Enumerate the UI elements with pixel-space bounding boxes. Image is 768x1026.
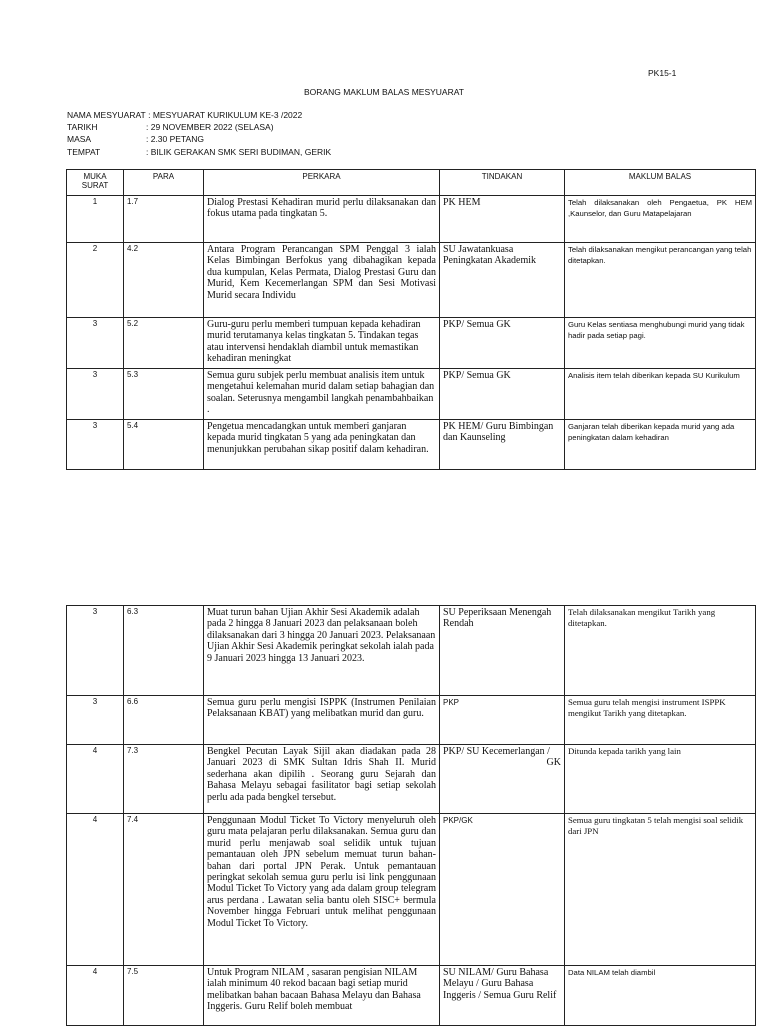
meeting-time-label: MASA <box>67 134 92 145</box>
cell-tindakan: PK HEM <box>440 196 565 243</box>
cell-perkara: Untuk Program NILAM , sasaran pengisian NILAM ialah minimum 40 rekod bacaan bagi setiap murid melibatkan bahan bacaan Bahasa Melayu dan Bahasa Inggeris. Guru Relif boleh membuat <box>204 966 440 1026</box>
table-row <box>67 696 756 745</box>
cell-perkara: Semua guru subjek perlu membuat analisis item untuk mengetahui kelemahan murid dalam setiap bahagian dan soalan. Seterusnya mengambil langkah penambahbaikan . <box>204 369 440 420</box>
cell-perkara: Penggunaan Modul Ticket To Victory menyeluruh oleh guru mata pelajaran perlu dilaksanakan. Semua guru dan murid perlu menjawab soal selidik untuk tujuan pemantauan oleh JPN sebelum memuat turun bahan-bahan dari portal JPN Perak. Untuk pemantauan peringkat sekolah semua guru perlu isi link penggunaan Modul Ticket To Victory yang ada dalam group telegram arus perdana . Lawatan selia bantu oleh SISC+ bermula November hingga Februari untuk melihat penggunaan Modul Ticket To Victory. <box>204 814 440 966</box>
cell-perkara: Guru-guru perlu memberi tumpuan kepada kehadiran murid terutamanya kelas tingkatan 5. Tindakan tegas atau intervensi hendaklah diambil untuk memastikan kehadiran meningkat <box>204 318 440 369</box>
table-row <box>67 318 756 369</box>
cell-maklum-balas: Ganjaran telah diberikan kepada murid yang ada peningkatan dalam kehadiran <box>565 420 756 470</box>
cell-maklum-balas: Telah dilaksanakan mengikut Tarikh yang ditetapkan. <box>565 606 756 696</box>
cell-muka: 4 <box>67 966 124 1026</box>
cell-muka: 2 <box>67 243 124 318</box>
cell-perkara: Bengkel Pecutan Layak Sijil akan diadakan pada 28 Januari 2023 di SMK Sultan Idris Shah II. Murid sederhana akan dipilih . Seorang guru Sejarah dan Bahasa Melayu sebagai fasilitator bagi setiap sekolah perlu ada pada bengkel tersebut. <box>204 745 440 814</box>
cell-tindakan: PKP/GK <box>440 814 565 966</box>
cell-maklum-balas: Data NILAM telah diambil <box>565 966 756 1026</box>
cell-tindakan: SU NILAM/ Guru Bahasa Melayu / Guru Bahasa Inggeris / Semua Guru Relif <box>440 966 565 1026</box>
meeting-place-value: : BILIK GERAKAN SMK SERI BUDIMAN, GERIK <box>146 146 332 157</box>
cell-tindakan: PK HEM/ Guru Bimbingan dan Kaunseling <box>440 420 565 470</box>
cell-tindakan: PKP <box>440 696 565 745</box>
cell-tindakan-line1: PKP/ SU Kecemerlangan / <box>443 746 550 757</box>
meeting-place-label: TEMPAT <box>67 146 101 157</box>
col-header-maklum-balas: MAKLUM BALAS <box>565 170 756 196</box>
cell-para: 7.4 <box>124 814 204 966</box>
cell-tindakan: PKP/ Semua GK <box>440 318 565 369</box>
cell-para: 6.6 <box>124 696 204 745</box>
col-header-para: PARA <box>124 170 204 196</box>
cell-para: 4.2 <box>124 243 204 318</box>
table-row <box>67 745 756 814</box>
cell-muka: 3 <box>67 606 124 696</box>
meeting-time-value: : 2.30 PETANG <box>146 134 204 145</box>
cell-tindakan <box>440 745 565 814</box>
table-row <box>67 814 756 966</box>
meeting-place-row <box>67 146 331 158</box>
form-code: PK15-1 <box>648 68 677 78</box>
cell-para: 6.3 <box>124 606 204 696</box>
cell-muka: 1 <box>67 196 124 243</box>
cell-maklum-balas: Ditunda kepada tarikh yang lain <box>565 745 756 814</box>
cell-para: 7.3 <box>124 745 204 814</box>
cell-maklum-balas: Guru Kelas sentiasa menghubungi murid yang tidak hadir pada setiap pagi. <box>565 318 756 369</box>
col-header-muka-surat: MUKA SURAT <box>67 170 124 196</box>
cell-muka: 3 <box>67 318 124 369</box>
col-header-perkara: PERKARA <box>204 170 440 196</box>
meeting-time-row <box>67 133 331 145</box>
cell-para: 7.5 <box>124 966 204 1026</box>
table-row <box>67 196 756 243</box>
col-header-tindakan: TINDAKAN <box>440 170 565 196</box>
form-title: BORANG MAKLUM BALAS MESYUARAT <box>304 87 464 97</box>
cell-muka: 3 <box>67 369 124 420</box>
cell-maklum-balas: Telah dilaksanakan mengikut perancangan yang telah ditetapkan. <box>565 243 756 318</box>
cell-muka: 4 <box>67 745 124 814</box>
table-row <box>67 420 756 470</box>
cell-tindakan: SU Peperiksaan Menengah Rendah <box>440 606 565 696</box>
table-row <box>67 369 756 420</box>
cell-muka: 3 <box>67 420 124 470</box>
table-header-row <box>67 170 756 196</box>
cell-para: 5.3 <box>124 369 204 420</box>
cell-muka: 4 <box>67 814 124 966</box>
cell-maklum-balas: Semua guru tingkatan 5 telah mengisi soal selidik dari JPN <box>565 814 756 966</box>
feedback-table-page1 <box>66 169 756 470</box>
meeting-name-value: : MESYUARAT KURIKULUM KE-3 /2022 <box>148 110 303 120</box>
cell-perkara: Semua guru perlu mengisi ISPPK (Instrumen Penilaian Pelaksanaan KBAT) yang melibatkan murid dan guru. <box>204 696 440 745</box>
cell-perkara: Dialog Prestasi Kehadiran murid perlu dilaksanakan dan fokus utama pada tingkatan 5. <box>204 196 440 243</box>
meeting-date-label: TARIKH <box>67 122 98 133</box>
cell-para: 5.4 <box>124 420 204 470</box>
table-row <box>67 606 756 696</box>
cell-perkara: Antara Program Perancangan SPM Penggal 3 ialah Kelas Bimbingan Berfokus yang dibahagikan kepada dua kumpulan, Kelas Permata, Dialog Prestasi Guru dan Murid, Kem Kecemerlangan SPM dan Sesi Motivasi Murid secara Individu <box>204 243 440 318</box>
cell-maklum-balas: Semua guru telah mengisi instrument ISPPK mengikut Tarikh yang ditetapkan. <box>565 696 756 745</box>
meeting-name-row <box>67 109 331 121</box>
cell-para: 1.7 <box>124 196 204 243</box>
meeting-name-label: NAMA MESYUARAT <box>67 110 146 120</box>
cell-maklum-balas: Telah dilaksanakan oleh Pengaetua, PK HEM ,Kaunselor, dan Guru Matapelajaran <box>565 196 756 243</box>
table-row <box>67 966 756 1026</box>
cell-tindakan: SU Jawatankuasa Peningkatan Akademik <box>440 243 565 318</box>
cell-tindakan: PKP/ Semua GK <box>440 369 565 420</box>
cell-maklum-balas: Analisis item telah diberikan kepada SU Kurikulum <box>565 369 756 420</box>
cell-muka: 3 <box>67 696 124 745</box>
meeting-date-row <box>67 121 331 133</box>
table-row <box>67 243 756 318</box>
feedback-table-page2 <box>66 605 756 1026</box>
meeting-date-value: : 29 NOVEMBER 2022 (SELASA) <box>146 122 274 133</box>
meeting-info <box>67 109 331 158</box>
cell-tindakan-line2: GK <box>546 757 561 769</box>
cell-perkara: Pengetua mencadangkan untuk memberi ganjaran kepada murid tingkatan 5 yang ada peningkatan dan menunjukkan perubahan sikap positif dalam kehadiran. <box>204 420 440 470</box>
cell-para: 5.2 <box>124 318 204 369</box>
cell-perkara: Muat turun bahan Ujian Akhir Sesi Akademik adalah pada 2 hingga 8 Januari 2023 dan pelaksanaan boleh dilaksanakan dari 3 hingga 20 Januari 2023. Pelaksanaan Ujian Akhir Sesi Akademik peringkat sekolah ialah pada 9 Januari 2023 hingga 13 Januari 2023. <box>204 606 440 696</box>
